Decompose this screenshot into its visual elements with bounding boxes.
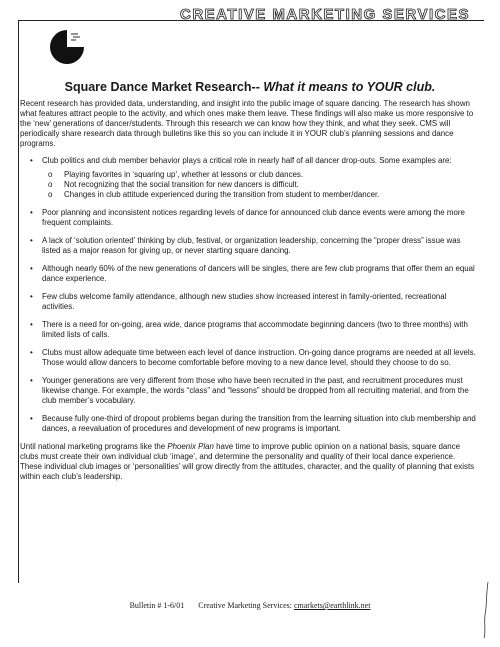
footer <box>0 601 500 610</box>
example-item: o Changes in club attitude experienced during the transition from student to member/dancer. <box>48 190 380 199</box>
bulletin-number: Bulletin # 1-6/01 <box>129 601 185 610</box>
phoenix-plan-emphasis: Phoenix Plan <box>167 442 214 451</box>
closing-paragraph: Until national marketing programs like the Phoenix Plan have time to improve public opinion on a national basis, square dance clubs must create their own individual club ‘image’, and determine the personality and quality of their local dance experience. These individual club images or ‘personalities’ will grow directly from the attitudes, character, and the quality of planning that exists within each club’s leadership. <box>20 442 475 481</box>
title-emphasis: What it means to YOUR club. <box>263 80 436 94</box>
margin-pen-mark <box>482 580 490 640</box>
bullet-icon: • <box>30 208 33 217</box>
finding-item: • Poor planning and inconsistent notices regarding levels of dance for announced club dance events were among the more frequent complaints. <box>30 208 465 227</box>
finding-item: • Younger generations are very different from those who have been recruited in the past, and recruitment procedures must likewise change. For example, the words “class” and “lessons” should be dropped from all recruiting material, and from the club member’s vocabulary. <box>30 376 469 405</box>
findings-list <box>20 156 478 434</box>
example-item: o Playing favorites in ‘squaring up’, whether at lessons or club dances. <box>48 170 304 179</box>
finding-item: • Clubs must allow adequate time between each level of dance instruction. On-going dance programs are needed at all levels. Those would allow dancers to become comfortable before moving to a new dance level, should they choose to do so. <box>30 348 476 367</box>
finding-item: • Club politics and club member behavior plays a critical role in nearly half of all dancer drop-outs. Some examples are: o Playing favorites in ‘squaring up’, whether at lessons or club dances. o Not recognizing that the social transition for new dancers is difficult. o Changes in club attitude experienced during the transition from student to member/dancer. <box>20 156 478 200</box>
email-link[interactable]: cmarkets@earthlink.net <box>293 601 371 610</box>
bullet-icon: • <box>30 156 33 165</box>
examples-list <box>42 170 478 200</box>
bullet-icon: • <box>30 292 33 301</box>
finding-item: • A lack of ‘solution oriented’ thinking by club, festival, or organization leadership, concerning the “proper dress” issue was listed as a major reason for giving up, or never starting square dancing. <box>30 236 461 255</box>
footer-org: Creative Marketing Services: <box>198 601 292 610</box>
finding-item: • Although nearly 60% of the new generations of dancers will be singles, there are few club programs that offer them an equal dance experience. <box>30 264 475 283</box>
brand-header: CREATIVE MARKETING SERVICES <box>180 6 470 23</box>
finding-item: • Few clubs welcome family attendance, although new studies show increased interest in family-oriented, recreational activities. <box>30 292 447 311</box>
finding-item: • Because fully one-third of dropout problems began during the transition from the learning situation into club membership and dances, a reevaluation of procedures and development of new programs is important. <box>30 414 476 433</box>
example-item: o Not recognizing that the social transition for new dancers is difficult. <box>48 180 299 189</box>
bullet-icon: • <box>30 264 33 273</box>
title-main: Square Dance Market Research <box>64 80 252 94</box>
cms-logo <box>48 28 86 66</box>
bullet-icon: • <box>30 236 33 245</box>
page-title <box>0 80 500 94</box>
document-body <box>20 99 478 489</box>
bullet-icon: • <box>30 414 33 423</box>
title-separator: -- <box>251 80 264 94</box>
circle-bullet-icon: o <box>48 180 53 189</box>
circle-bullet-icon: o <box>48 170 53 179</box>
bullet-icon: • <box>30 376 33 385</box>
bullet-icon: • <box>30 320 33 329</box>
intro-paragraph: Recent research has provided data, understanding, and insight into the public image of square dancing. The research has shown what features attract people to the activity, and which ones make them leave. These findings will also make us more responsive to the ‘new’ generations of dancer/students. Through this research we can know how they think, and what they seek. CMS will periodically share research data through bulletins like this so you can include it in YOUR club’s planning sessions and dance programs. <box>20 99 474 148</box>
circle-bullet-icon: o <box>48 190 53 199</box>
finding-item: • There is a need for on-going, area wide, dance programs that accommodate beginning dancers (two to three months) with limited lists of calls. <box>30 320 468 339</box>
bullet-icon: • <box>30 348 33 357</box>
